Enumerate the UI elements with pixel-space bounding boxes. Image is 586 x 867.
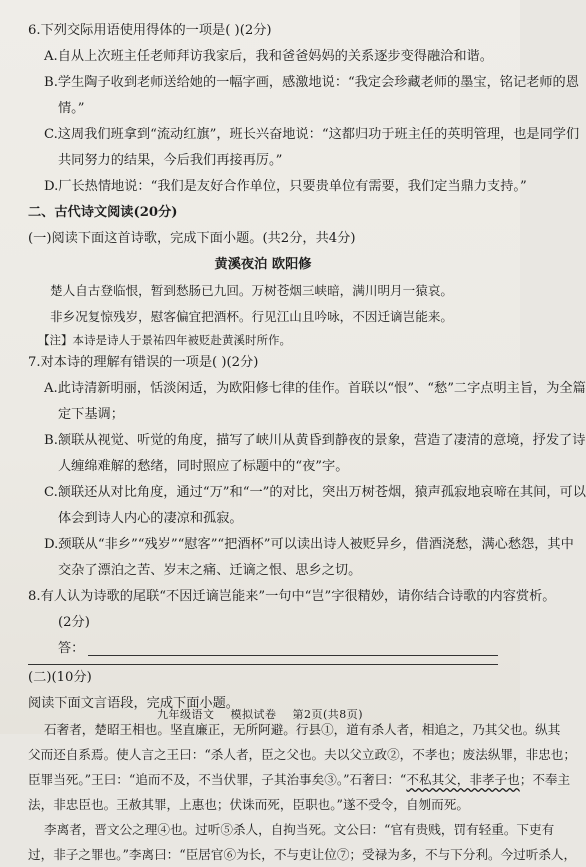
q6-option-c: C.这周我们班拿到“流动红旗”，班长兴奋地说：“这都归功于班主任的英明管理，也是同学们	[44, 127, 580, 142]
q7-option-c-cont: 体会到诗人内心的凄凉和孤寂。	[58, 511, 243, 526]
q8-answer-row	[28, 636, 498, 662]
q6-option-b-cont: 情。”	[58, 101, 85, 116]
q7-option-a: A.此诗清新明丽，恬淡闲适，为欧阳修七律的佳作。首联以“恨”、“愁”二字点明主旨，为全篇	[44, 381, 586, 396]
q7-option-a-cont: 定下基调；	[58, 407, 124, 422]
q6-option-d: D.厂长热情地说：“我们是友好合作单位，只要贵单位有需要，我们定当鼎力支持。”	[44, 179, 527, 194]
q7-stem: 7.对本诗的理解有错误的一项是( )(2分)	[28, 355, 259, 370]
poem-note: 【注】本诗是诗人于景祐四年被贬赴黄溪时所作。	[38, 333, 291, 347]
q8-score: (2分)	[58, 615, 90, 630]
passage-line: 李离者，晋文公之理④也。过听⑤杀人，自拘当死。文公曰：“官有贵贱，罚有轻重。下吏有	[44, 822, 555, 837]
poem-line: 非乡况复惊残岁，慰客偏宜把酒杯。行见江山且吟咏，不因迁谪岂能来。	[50, 309, 453, 324]
classical-passage	[28, 717, 577, 867]
q8-stem: 8.有人认为诗歌的尾联“不因迁谪岂能来”一句中“岂”字很精妙，请你结合诗歌的内容赏析。	[28, 589, 556, 604]
q6-stem: 6.下列交际用语使用得体的一项是( )(2分)	[28, 23, 272, 38]
q7-option-d: D.颈联从“非乡”“残岁”“慰客”“把酒杯”可以读出诗人被贬异乡，借酒浇愁，满心愁怨，其中	[44, 537, 574, 552]
passage-line: 法，非忠臣也。王赦其罪，上惠也；伏诛而死，臣职也。”遂不受令，自刎而死。	[28, 797, 469, 812]
section-heading-ancient: 二、古代诗文阅读(20分)	[28, 205, 178, 220]
q7-option-b-cont: 人缠绵难解的愁绪，同时照应了标题中的“夜”字。	[58, 459, 349, 474]
q7-option-d-cont: 交杂了漂泊之苦、岁末之痛、迁谪之恨、思乡之切。	[58, 563, 362, 578]
footer-exam: 模拟试卷	[230, 708, 277, 721]
answer-blank-line[interactable]	[88, 655, 498, 656]
footer-subject: 九年级语文	[156, 708, 215, 721]
q6-option-b: B.学生陶子收到老师送给她的一幅字画，感激地说：“我定会珍藏老师的墨宝，铭记老师的恩	[44, 75, 579, 90]
answer-label: 答：	[58, 641, 85, 656]
poem-line: 楚人自古登临恨，暂到愁肠已九回。万树苍烟三峡暗，满川明月一猿哀。	[50, 283, 453, 298]
q6-option-c-cont: 共同努力的结果，今后我们再接再厉。”	[58, 153, 283, 168]
passage-line: 父而还自系焉。使人言之王曰：“杀人者，臣之父也。夫以父立政②，不孝也；废法纵罪，非忠也；	[28, 747, 576, 762]
passage-line	[28, 767, 571, 792]
passage-text: ；不奉主	[519, 772, 571, 787]
q7-option-c: C.颔联还从对比角度，通过“万”和“一”的对比，突出万树苍烟，猿声孤寂地哀啼在其间，可以	[44, 485, 586, 500]
passage-line: 石奢者，楚昭王相也。坚直廉正，无所阿避。行县①，道有杀人者，相追之，乃其父也。纵其	[44, 722, 561, 737]
classical-instruction: 阅读下面文言语段，完成下面小题。	[28, 696, 239, 711]
page-footer	[0, 702, 520, 728]
q7-option-b: B.颔联从视觉、听觉的角度，描写了峡川从黄昏到静夜的景象，营造了凄清的意境，抒发了诗	[44, 433, 586, 448]
passage-text: 臣罪当死。”王曰：“追而不及，不当伏罪，子其治事矣③。”石奢曰：“	[28, 772, 407, 787]
passage-line: 过，非子之罪也。”李离曰：“臣居官⑥为长，不与吏让位⑦；受禄为多，不与下分利。今过听杀人，	[28, 847, 577, 862]
footer-page-number: 第2页(共8页)	[292, 708, 364, 721]
poem-title: 黄溪夜泊 欧阳修	[214, 257, 312, 272]
subsection-classical-heading: (二)(10分)	[28, 670, 92, 685]
subsection-poem-instruction: (一)阅读下面这首诗歌，完成下面小题。(共2分，共4分)	[28, 231, 356, 246]
underlined-sentence: 不私其父，非孝子也	[406, 772, 520, 787]
q6-option-a: A.自从上次班主任老师拜访我家后，我和爸爸妈妈的关系逐步变得融洽和谐。	[44, 49, 493, 64]
